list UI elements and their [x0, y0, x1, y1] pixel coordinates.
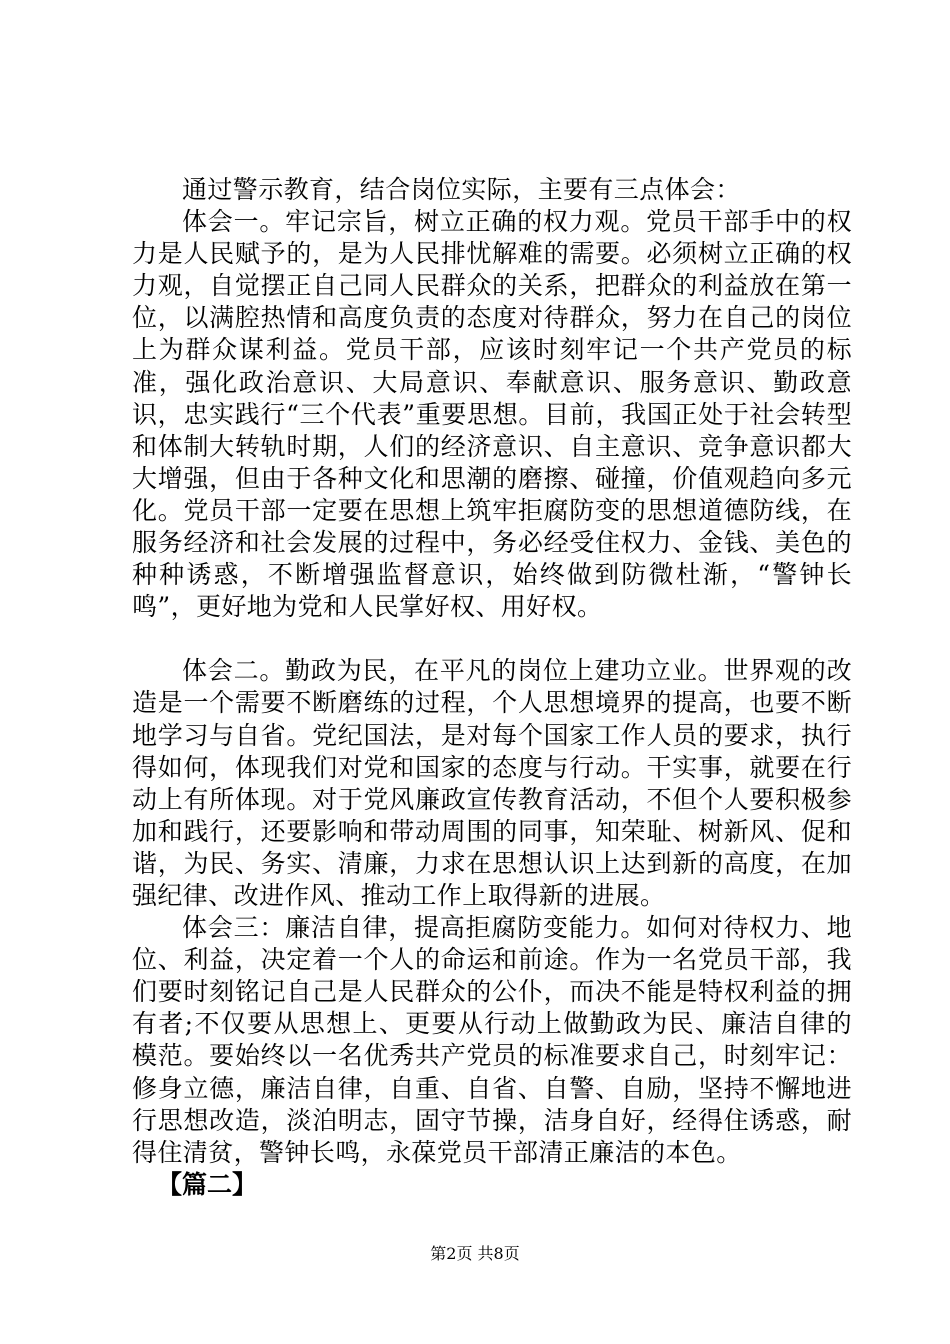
point-one-paragraph: 体会一。牢记宗旨，树立正确的权力观。党员干部手中的权力是人民赋予的，是为人民排忧解难的需要。必须树立正确的权力观，自觉摆正自己同人民群众的关系，把群众的利益放在第一位，以满腔热情和高度负责的态度对待群众，努力在自己的岗位上为群众谋利益。党员干部，应该时刻牢记一个共产党员的标准，强化政治意识、大局意识、奉献意识、服务意识、勤政意识，忠实践行“三个代表”重要思想。目前，我国正处于社会转型和体制大转轨时期，人们的经济意识、自主意识、竞争意识都大大增强，但由于各种文化和思潮的磨擦、碰撞，价值观趋向多元化。党员干部一定要在思想上筑牢拒腐防变的思想道德防线，在服务经济和社会发展的过程中，务必经受住权力、金钱、美色的种种诱惑，不断增强监督意识，始终做到防微杜渐，“警钟长鸣”，更好地为党和人民掌好权、用好权。 [132, 207, 852, 622]
point-three-paragraph: 体会三：廉洁自律，提高拒腐防变能力。如何对待权力、地位、利益，决定着一个人的命运和前途。作为一名党员干部，我们要时刻铭记自己是人民群众的公仆，而决不能是特权利益的拥有者;不仅要从思想上、更要从行动上做勤政为民、廉洁自律的模范。要始终以一名优秀共产党员的标准要求自己，时刻牢记：修身立德，廉洁自律，自重、自省、自警、自励，坚持不懈地进行思想改造，淡泊明志，固守节操，洁身自好，经得住诱惑，耐得住清贫，警钟长鸣，永葆党员干部清正廉洁的本色。 [132, 913, 852, 1167]
page-footer: 第2页 共8页 [430, 1244, 520, 1263]
intro-paragraph: 通过警示教育，结合岗位实际，主要有三点体会： [182, 175, 741, 204]
paragraph-gap [132, 623, 852, 655]
section-heading: 【篇二】 [157, 1169, 258, 1199]
point-two-paragraph: 体会二。勤政为民，在平凡的岗位上建功立业。世界观的改造是一个需要不断磨练的过程，个人思想境界的提高，也要不断地学习与自省。党纪国法，是对每个国家工作人员的要求，执行得如何，体现我们对党和国家的态度与行动。干实事，就要在行动上有所体现。对于党风廉政宣传教育活动，不但个人要积极参加和践行，还要影响和带动周围的同事，知荣耻、树新风、促和谐，为民、务实、清廉，力求在思想认识上达到新的高度，在加强纪律、改进作风、推动工作上取得新的进展。 [132, 656, 852, 910]
document-body [132, 174, 852, 1201]
